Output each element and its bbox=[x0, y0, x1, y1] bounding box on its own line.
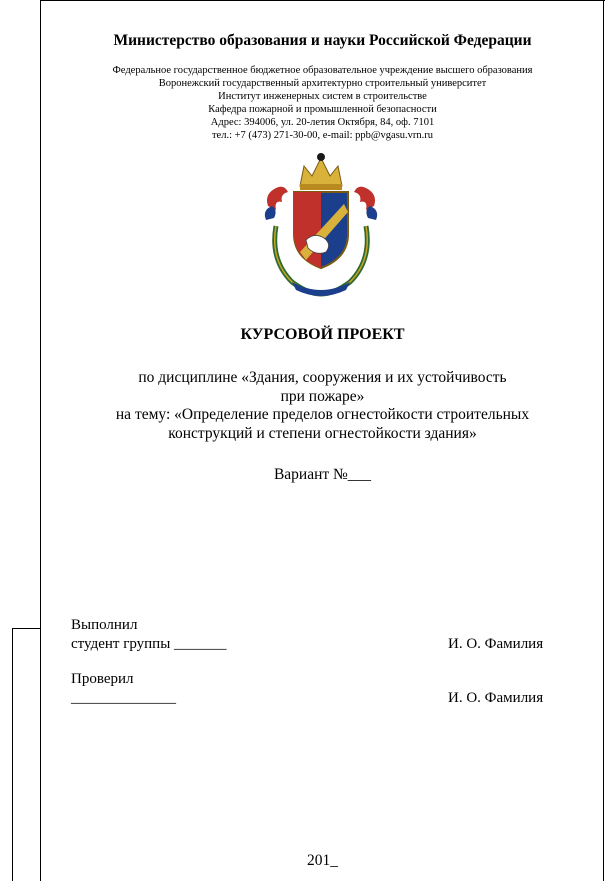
ministry-heading: Министерство образования и науки Российской Федерации bbox=[113, 32, 532, 49]
topic-line-2: конструкций и степени огнестойкости здания» bbox=[168, 425, 477, 442]
header-line-org: Федеральное государственное бюджетное образовательное учреждение высшего образования bbox=[112, 65, 533, 76]
page-year: 201_ bbox=[307, 852, 338, 869]
checked-by-label: Проверил bbox=[71, 671, 134, 687]
header-line-address: Адрес: 394006, ул. 20-летия Октября, 84, оф. 7101 bbox=[210, 117, 435, 128]
university-coat-of-arms-icon bbox=[262, 148, 380, 298]
discipline-line-2: при пожаре» bbox=[280, 388, 365, 405]
binding-strip-top bbox=[12, 628, 41, 629]
document-title: КУРСОВОЙ ПРОЕКТ bbox=[240, 326, 405, 343]
done-by-label: Выполнил bbox=[71, 617, 138, 633]
binding-strip-left bbox=[12, 628, 13, 881]
frame-top-line bbox=[40, 0, 605, 1]
header-line-university: Воронежский государственный архитектурно строительный университет bbox=[158, 78, 487, 89]
topic-line-1: на тему: «Определение пределов огнестойкости строительных bbox=[115, 406, 530, 423]
header-line-contacts: тел.: +7 (473) 271-30-00, e-mail: ppb@vgasu.vrn.ru bbox=[211, 130, 434, 141]
student-name: И. О. Фамилия bbox=[448, 636, 544, 652]
header-line-department: Кафедра пожарной и промышленной безопасности bbox=[208, 104, 437, 115]
student-group-line: студент группы _______ bbox=[71, 636, 227, 652]
variant-number: Вариант №___ bbox=[273, 466, 372, 483]
checker-name: И. О. Фамилия bbox=[448, 690, 544, 706]
checker-signature-line: ______________ bbox=[71, 690, 176, 706]
discipline-line-1: по дисциплине «Здания, сооружения и их устойчивость bbox=[138, 369, 507, 386]
header-line-institute: Институт инженерных систем в строительстве bbox=[218, 91, 427, 102]
